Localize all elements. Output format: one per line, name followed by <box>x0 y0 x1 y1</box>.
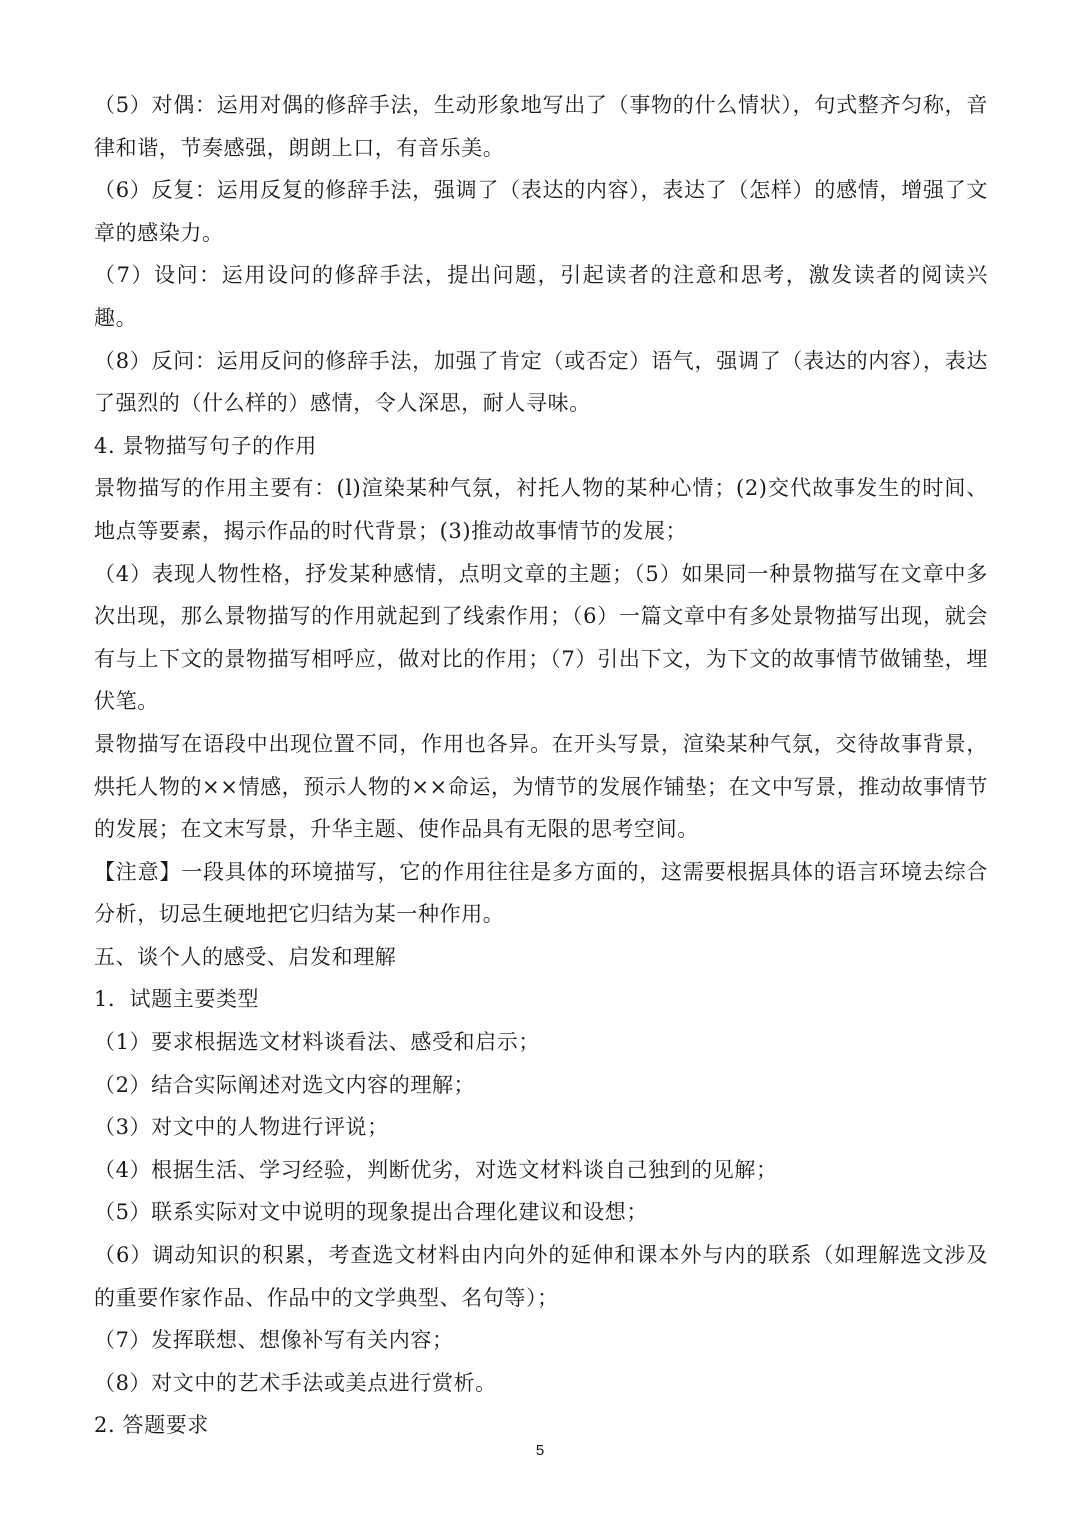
paragraph-scenery-position: 景物描写在语段中出现位置不同，作用也各异。在开头写景，渲染某种气氛，交待故事背景，烘托人物的××情感，预示人物的××命运，为情节的发展作铺垫；在文中写景，推动故事情节的发展；在文末写景，升华主题、使作品具有无限的思考空间。 <box>94 731 988 842</box>
list-item-type-5: （5）联系实际对文中说明的现象提出合理化建议和设想； <box>94 1200 648 1225</box>
list-item-type-7: （7）发挥联想、想像补写有关内容； <box>94 1328 454 1353</box>
section-heading-five: 五、谈个人的感受、启发和理解 <box>94 944 397 969</box>
paragraph-shewen: （7）设问：运用设问的修辞手法，提出问题，引起读者的注意和思考，激发读者的阅读兴趣。 <box>94 263 988 330</box>
paragraph-note: 【注意】一段具体的环境描写，它的作用往往是多方面的，这需要根据具体的语言环境去综合分析，切忌生硬地把它归结为某一种作用。 <box>94 859 988 927</box>
list-item-type-1: （1）要求根据选文材料谈看法、感受和启示； <box>94 1030 540 1055</box>
list-item-type-2: （2）结合实际阐述对选文内容的理解； <box>94 1072 476 1097</box>
page-number: 5 <box>535 1442 545 1459</box>
section-heading-scenery: 4. 景物描写句子的作用 <box>94 433 317 458</box>
list-item-type-6: （6）调动知识的积累，考查选文材料由内向外的延伸和课本外与内的联系（如理解选文涉及的重要作家作品、作品中的文学典型、名句等）； <box>94 1243 988 1310</box>
paragraph-scenery-functions-cont: （4）表现人物性格，抒发某种感情，点明文章的主题；（5）如果同一种景物描写在文章中多次出现，那么景物描写的作用就起到了线索作用；（6）一篇文章中有多处景物描写出现，就会有与上下文的景物描写相呼应，做对比的作用；（7）引出下文，为下文的故事情节做铺垫，埋伏笔。 <box>94 561 988 714</box>
subsection-heading-requirements: 2. 答题要求 <box>94 1413 209 1438</box>
paragraph-fanfu: （6）反复：运用反复的修辞手法，强调了（表达的内容），表达了（怎样）的感情，增强了文章的感染力。 <box>94 178 988 245</box>
paragraph-fanwen: （8）反问：运用反问的修辞手法，加强了肯定（或否定）语气，强调了（表达的内容），表达了强烈的（什么样的）感情，令人深思，耐人寻味。 <box>94 348 988 416</box>
list-item-type-4: （4）根据生活、学习经验，判断优劣，对选文材料谈自己独到的见解； <box>94 1157 778 1182</box>
subsection-heading-question-types: 1．试题主要类型 <box>94 987 260 1012</box>
list-item-type-3: （3）对文中的人物进行评说； <box>94 1115 389 1140</box>
list-item-type-8: （8）对文中的艺术手法或美点进行赏析。 <box>94 1370 497 1395</box>
document-body <box>94 84 988 1447</box>
paragraph-scenery-functions: 景物描写的作用主要有：(l)渲染某种气氛，衬托人物的某种心情；(2)交代故事发生的时间、地点等要素，揭示作品的时代背景；(3)推动故事情节的发展； <box>94 476 988 543</box>
paragraph-duiou: （5）对偶：运用对偶的修辞手法，生动形象地写出了（事物的什么情状），句式整齐匀称，音律和谐，节奏感强，朗朗上口，有音乐美。 <box>94 93 988 160</box>
